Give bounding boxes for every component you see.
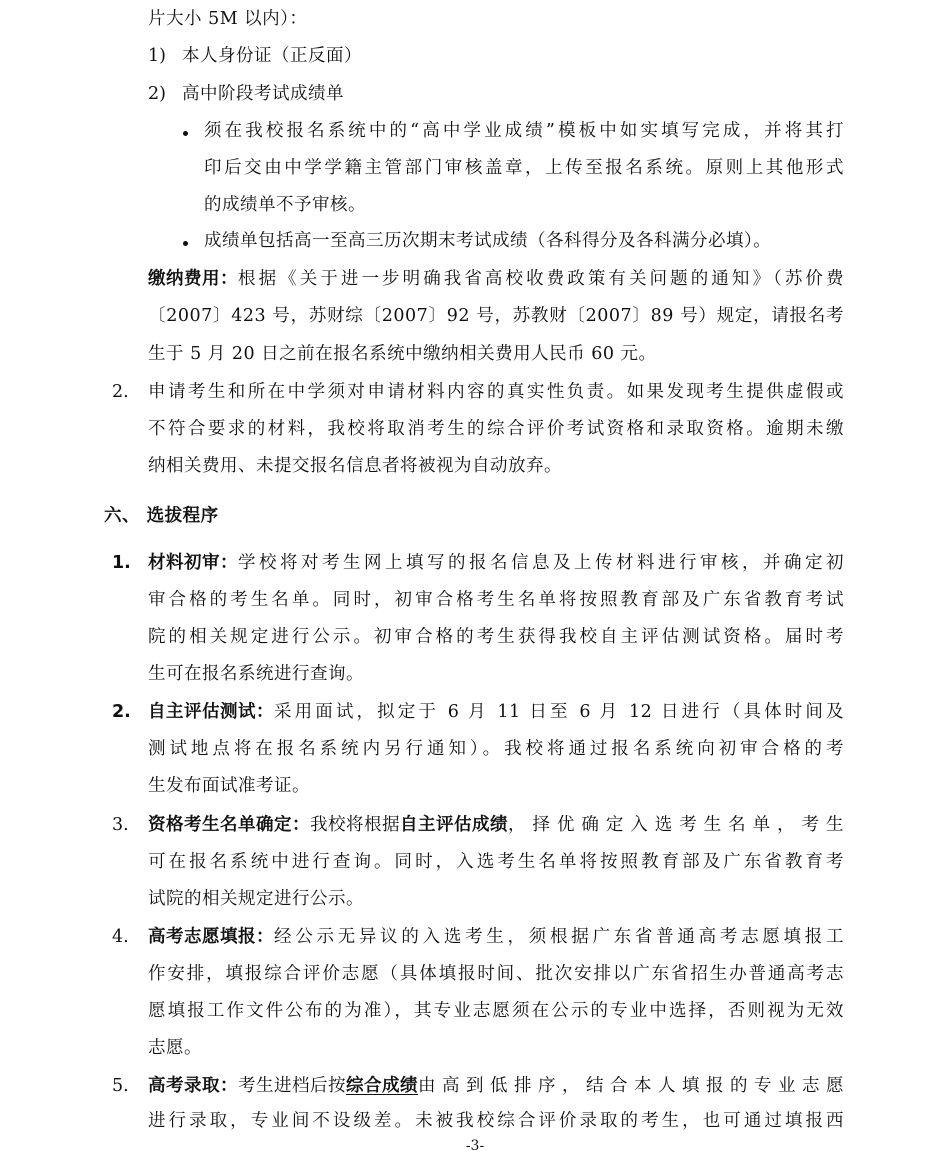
text-line: 测试地点将在报名系统内另行通知）。我校将通过报名系统向初审合格的考 bbox=[148, 739, 844, 759]
item-line bbox=[148, 1073, 844, 1099]
text-line: 申请考生和所在中学须对申请材料内容的真实性负责。如果发现考生提供虚假或 bbox=[148, 382, 844, 402]
list-number: 1. bbox=[112, 553, 131, 573]
text-segment: 考生进档后按 bbox=[238, 1076, 346, 1096]
text-line: 生于 5 月 20 日之前在报名系统中缴纳相关费用人民币 60 元。 bbox=[148, 344, 657, 364]
item-colon: ： bbox=[292, 815, 310, 835]
item-label: 资格考生名单确定 bbox=[148, 815, 292, 835]
list-number: 1) bbox=[148, 46, 166, 66]
text-line: 片大小 5M 以内）： bbox=[148, 9, 308, 29]
section-heading: 六、 选拔程序 bbox=[104, 506, 219, 526]
text-line: 志愿。 bbox=[148, 1038, 202, 1058]
text-line: 可在报名系统中进行查询。同时，入选考生名单将按照教育部及广东省教育考 bbox=[148, 852, 844, 872]
text-line: 高中阶段考试成绩单 bbox=[182, 84, 344, 104]
item-colon: ： bbox=[220, 1076, 238, 1096]
text-line: 进行录取，专业间不设级差。未被我校综合评价录取的考生，也可通过填报西 bbox=[148, 1111, 844, 1131]
list-number: 2. bbox=[112, 702, 131, 722]
text-line: 作安排，填报综合评价志愿（具体填报时间、批次安排以广东省招生办普通高考志 bbox=[148, 964, 844, 984]
list-number: 5. bbox=[112, 1076, 129, 1096]
fee-label: 缴纳费用： bbox=[148, 269, 238, 289]
text-line: 试院的相关规定进行公示。 bbox=[148, 889, 364, 909]
text-line: 的成绩单不予审核。 bbox=[204, 195, 366, 215]
item-line bbox=[148, 812, 844, 838]
item-label: 高考志愿填报 bbox=[148, 927, 256, 947]
text-line: 不符合要求的材料，我校将取消考生的综合评价考试资格和录取资格。逾期未缴 bbox=[148, 419, 844, 439]
text-line: 生发布面试准考证。 bbox=[148, 776, 310, 796]
list-number: 4. bbox=[112, 927, 129, 947]
item-colon: ： bbox=[220, 553, 238, 573]
text-line: 院的相关规定进行公示。初审合格的考生获得我校自主评估测试资格。届时考 bbox=[148, 627, 844, 647]
text-line: 本人身份证（正反面） bbox=[182, 46, 362, 66]
text-line: 须在我校报名系统中的“高中学业成绩”模板中如实填写完成，并将其打 bbox=[204, 121, 844, 141]
fee-paragraph-line bbox=[148, 266, 844, 292]
text-segment: 由高到低排序，结合本人填报的专业志愿 bbox=[418, 1076, 844, 1096]
text-line: 成绩单包括高一至高三历次期末考试成绩（各科得分及各科满分必填）。 bbox=[204, 231, 772, 251]
item-label: 自主评估测试 bbox=[148, 702, 256, 722]
bullet-icon bbox=[183, 131, 188, 136]
text-segment: ，择优确定入选考生名单，考生 bbox=[508, 815, 844, 835]
bullet-icon bbox=[183, 241, 188, 246]
text-line: 〔2007〕423 号，苏财综〔2007〕92 号，苏教财〔2007〕89 号）规定，请报名考 bbox=[148, 306, 844, 326]
text-line: 愿填报工作文件公布的为准），其专业志愿须在公示的专业中选择，否则视为无效 bbox=[148, 1001, 844, 1021]
page-number: -3- bbox=[465, 1138, 485, 1154]
item-line bbox=[148, 924, 844, 950]
text-line: 印后交由中学学籍主管部门审核盖章，上传至报名系统。原则上其他形式 bbox=[204, 158, 844, 178]
text-line: 经公示无异议的入选考生，须根据广东省普通高考志愿填报工 bbox=[274, 927, 844, 947]
text-line: 生可在报名系统进行查询。 bbox=[148, 664, 364, 684]
item-colon: ： bbox=[256, 702, 274, 722]
item-line bbox=[148, 550, 844, 576]
emphasis-text: 自主评估成绩 bbox=[400, 815, 508, 835]
text-line: 审合格的考生名单。同时，初审合格考生名单将按照教育部及广东省教育考试 bbox=[148, 590, 844, 610]
list-number: 2) bbox=[148, 84, 166, 104]
text-line: 学校将对考生网上填写的报名信息及上传材料进行审核，并确定初 bbox=[238, 553, 844, 573]
item-line bbox=[148, 699, 844, 725]
item-label: 材料初审 bbox=[148, 553, 220, 573]
text-segment: 我校将根据 bbox=[310, 815, 400, 835]
item-colon: ： bbox=[256, 927, 274, 947]
text-line: 纳相关费用、未提交报名信息者将被视为自动放弃。 bbox=[148, 456, 562, 476]
list-number: 2. bbox=[112, 382, 129, 402]
text-line: 采用面试，拟定于 6 月 11 日至 6 月 12 日进行（具体时间及 bbox=[274, 702, 844, 722]
emphasis-underlined-text: 综合成绩 bbox=[346, 1076, 418, 1096]
list-number: 3. bbox=[112, 815, 129, 835]
text-line: 根据《关于进一步明确我省高校收费政策有关问题的通知》（苏价费 bbox=[238, 269, 844, 289]
item-label: 高考录取 bbox=[148, 1076, 220, 1096]
